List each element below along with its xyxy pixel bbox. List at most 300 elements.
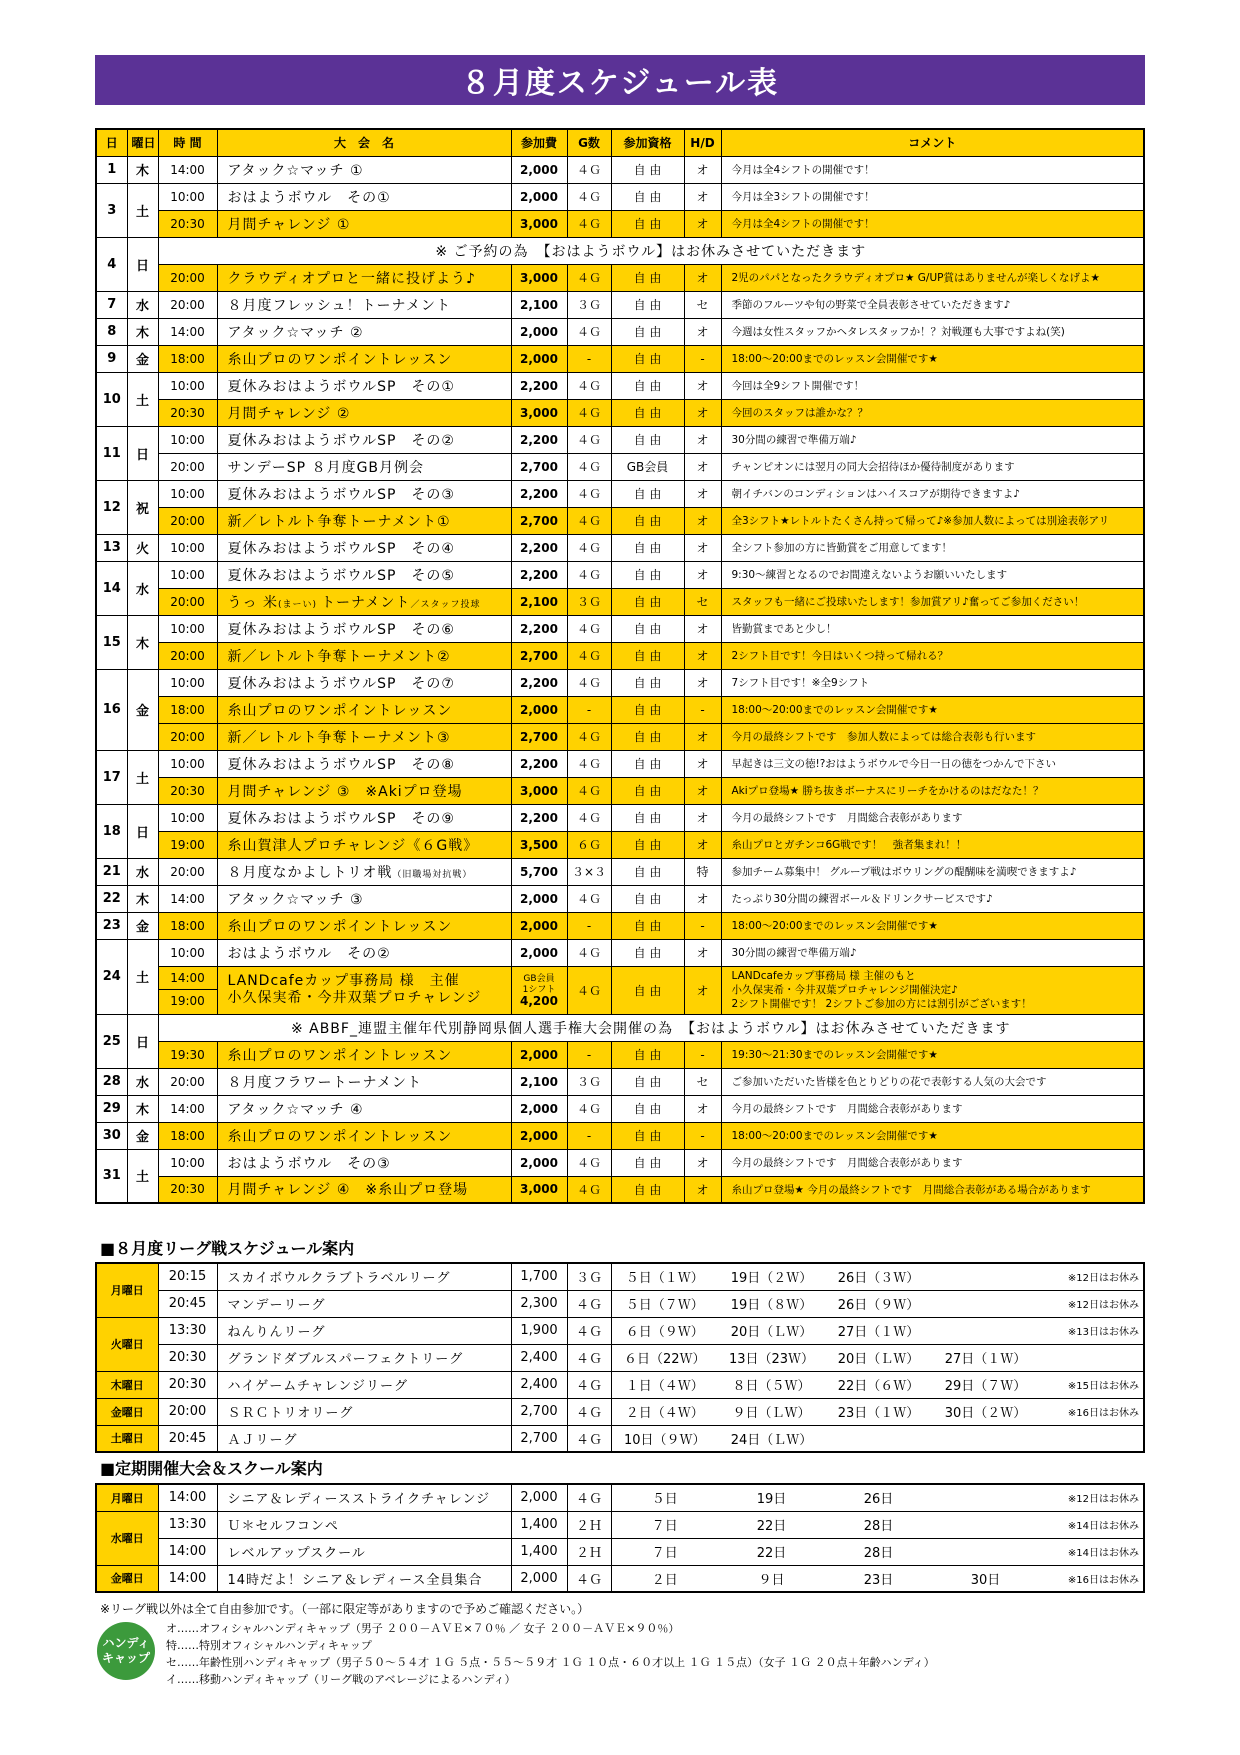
handicap-cell: オ: [684, 318, 721, 345]
schedule-row: [96, 858, 1144, 885]
handicap-cell: オ: [684, 804, 721, 831]
eligibility-cell: 自 由: [611, 426, 684, 453]
holiday-note: ※12日はお休み: [1039, 1263, 1144, 1290]
handicap-cell: -: [684, 912, 721, 939]
event-name: アタック☆マッチ ③: [227, 891, 364, 908]
comment-cell: 皆勤賞まであと少し！: [721, 615, 1144, 642]
time-cell: [158, 966, 217, 1014]
fee-cell: 3,000: [511, 777, 567, 804]
schedule-row: [96, 777, 1144, 804]
time-cell: 14:00: [158, 1565, 217, 1592]
date-cell: 10日（９Ｗ）: [611, 1425, 718, 1452]
event-name-cell: [217, 642, 511, 669]
event-name: 夏休みおはようボウルSP その④: [227, 540, 455, 557]
date-cell: 19日（２Ｗ）: [718, 1263, 825, 1290]
comment-cell: 早起きは三文の徳!?おはようボウルで今日一日の徳をつかんで下さい: [721, 750, 1144, 777]
comment-cell: 糸山プロ登場★ 今月の最終シフトです 月間総合表彰がある場合があります: [721, 1176, 1144, 1203]
comment-cell: 19:30～21:30までのレッスン会開催です★: [721, 1041, 1144, 1068]
header-games: G数: [567, 129, 611, 156]
handicap-cell: セ: [684, 291, 721, 318]
event-name: 夏休みおはようボウルSP その①: [227, 378, 455, 395]
date-cell: 26日: [825, 1484, 932, 1511]
comment-cell: 2児のパパとなったクラウディオプロ★ G/UP賞はありませんが楽しくなげよ★: [721, 264, 1144, 291]
date-cell: ７日: [611, 1511, 718, 1538]
eligibility-cell: 自 由: [611, 642, 684, 669]
comment-cell: 今月は全4シフトの開催です！: [721, 156, 1144, 183]
comment-cell: チャンピオンには翌月の同大会招待ほか優待制度があります: [721, 453, 1144, 480]
eligibility-cell: 自 由: [611, 264, 684, 291]
day-cell: 22: [96, 885, 127, 912]
games-cell: ４Ｇ: [567, 1425, 611, 1452]
handicap-cell: オ: [684, 210, 721, 237]
schedule-row: [96, 831, 1144, 858]
event-name-cell: [217, 966, 511, 1014]
event-name: 糸山プロのワンポイントレッスン: [227, 1047, 453, 1064]
comment-cell: 今月の最終シフトです 月間総合表彰があります: [721, 804, 1144, 831]
comment-line: LANDcafeカップ事務局 様 主催のもと: [731, 970, 916, 982]
weekday-cell: 水: [127, 1068, 158, 1095]
weekday-cell: 金: [127, 912, 158, 939]
day-cell: 15: [96, 615, 127, 669]
handicap-cell: オ: [684, 750, 721, 777]
holiday-note: [1039, 1344, 1144, 1371]
day-cell: 31: [96, 1149, 127, 1203]
schedule-row: [96, 399, 1144, 426]
event-name: 新／レトルト争奪トーナメント①: [227, 513, 451, 530]
handicap-cell: セ: [684, 1068, 721, 1095]
time-cell: 20:30: [158, 1176, 217, 1203]
date-cell: 19日: [718, 1484, 825, 1511]
date-cell: [932, 1484, 1039, 1511]
day-cell: 18: [96, 804, 127, 858]
comment-cell: 今月は全3シフトの開催です！: [721, 183, 1144, 210]
event-name: 糸山賀津人プロチャレンジ《６G戦》: [227, 837, 479, 854]
event-name-cell: [217, 210, 511, 237]
event-name-cell: シニア＆レディースストライクチャレンジ: [217, 1484, 511, 1511]
fee-cell: [511, 966, 567, 1014]
handicap-cell: オ: [684, 939, 721, 966]
eligibility-cell: 自 由: [611, 1041, 684, 1068]
eligibility-cell: 自 由: [611, 156, 684, 183]
event-name: 夏休みおはようボウルSP その⑦: [227, 675, 455, 692]
weekday-cell: 金: [127, 669, 158, 750]
handicap-cell: セ: [684, 588, 721, 615]
time-cell: 20:45: [158, 1425, 217, 1452]
games-cell: ４Ｇ: [567, 534, 611, 561]
fee-cell: 1,700: [511, 1263, 567, 1290]
event-name-cell: [217, 1176, 511, 1203]
date-cell: [932, 1290, 1039, 1317]
fee-cell: 2,700: [511, 1398, 567, 1425]
event-name: 月間チャレンジ ④ ※糸山プロ登場: [227, 1182, 469, 1199]
weekday-cell: 土: [127, 183, 158, 237]
schedule-row: [96, 939, 1144, 966]
day-cell: 23: [96, 912, 127, 939]
fee-cell: 2,200: [511, 480, 567, 507]
event-name-cell: [217, 534, 511, 561]
notice-cell: ※ ご予約の為 【おはようボウル】はお休みさせていただきます: [158, 237, 1144, 264]
event-name-cell: [217, 453, 511, 480]
eligibility-cell: GB会員: [611, 453, 684, 480]
weekday-group: 月曜日: [96, 1263, 158, 1317]
comment-cell: 18:00～20:00までのレッスン会開催です★: [721, 696, 1144, 723]
time-cell: 10:00: [158, 426, 217, 453]
time-cell: 20:30: [158, 399, 217, 426]
time-cell: 14:00: [158, 156, 217, 183]
schedule-row: [96, 723, 1144, 750]
event-name-cell: ハイゲームチャレンジリーグ: [217, 1371, 511, 1398]
event-name-cell: [217, 426, 511, 453]
weekday-group: 月曜日: [96, 1484, 158, 1511]
header-event: 大 会 名: [217, 129, 511, 156]
time-cell: 20:00: [158, 723, 217, 750]
date-cell: [932, 1425, 1039, 1452]
fee-cell: 2,000: [511, 912, 567, 939]
weekday-group: 水曜日: [96, 1511, 158, 1565]
school-row: [96, 1511, 1144, 1538]
comment-cell: スタッフも一緒にご投球いたします！参加賞アリ♪奮ってご参加ください！: [721, 588, 1144, 615]
time-cell: 20:00: [158, 453, 217, 480]
event-name: おはようボウル その②: [227, 945, 391, 962]
time-cell: 14:00: [158, 1484, 217, 1511]
games-cell: ３Ｇ: [567, 1263, 611, 1290]
time-cell: 13:30: [158, 1511, 217, 1538]
eligibility-cell: 自 由: [611, 750, 684, 777]
event-name-cell: [217, 804, 511, 831]
games-cell: ４Ｇ: [567, 372, 611, 399]
schedule-row: [96, 453, 1144, 480]
league-row: [96, 1344, 1144, 1371]
weekday-cell: 火: [127, 534, 158, 561]
schedule-table: [95, 128, 1145, 1204]
date-cell: 26日（３Ｗ）: [825, 1263, 932, 1290]
event-name-cell: [217, 1149, 511, 1176]
time-cell: 10:00: [158, 183, 217, 210]
handicap-cell: オ: [684, 777, 721, 804]
event-name-cell: [217, 939, 511, 966]
schedule-row: [96, 669, 1144, 696]
date-cell: 22日: [718, 1511, 825, 1538]
handicap-cell: オ: [684, 831, 721, 858]
eligibility-cell: 自 由: [611, 885, 684, 912]
schedule-row: [96, 1041, 1144, 1068]
time-cell: 20:00: [158, 1398, 217, 1425]
time-cell: 14:00: [158, 1538, 217, 1565]
holiday-note: ※16日はお休み: [1039, 1398, 1144, 1425]
fee-cell: 5,700: [511, 858, 567, 885]
date-cell: ５日（７Ｗ）: [611, 1290, 718, 1317]
eligibility-cell: 自 由: [611, 804, 684, 831]
handicap-cell: -: [684, 1122, 721, 1149]
date-cell: ６日（９Ｗ）: [611, 1317, 718, 1344]
footnote: ※リーグ戦以外は全て自由参加です。（一部に限定等がありますので予めご確認ください。）: [100, 1602, 590, 1616]
handicap-cell: 特: [684, 858, 721, 885]
handicap-cell: オ: [684, 183, 721, 210]
time-cell: 10:00: [158, 561, 217, 588]
comment-cell: 参加チーム募集中！ グループ戦はボウリングの醍醐味を満喫できますよ♪: [721, 858, 1144, 885]
eligibility-cell: 自 由: [611, 1068, 684, 1095]
eligibility-cell: 自 由: [611, 183, 684, 210]
eligibility-cell: 自 由: [611, 588, 684, 615]
comment-cell: 18:00～20:00までのレッスン会開催です★: [721, 1122, 1144, 1149]
date-cell: 13日（23Ｗ）: [718, 1344, 825, 1371]
fee-cell: 2,000: [511, 156, 567, 183]
games-cell: ４Ｇ: [567, 804, 611, 831]
games-cell: -: [567, 1041, 611, 1068]
schedule-row: [96, 480, 1144, 507]
time-cell: 20:30: [158, 777, 217, 804]
league-row: [96, 1398, 1144, 1425]
event-name: 小久保実希・今井双葉プロチャレンジ: [227, 990, 482, 1006]
handicap-cell: オ: [684, 399, 721, 426]
time-cell: 10:00: [158, 1149, 217, 1176]
event-name-cell: [217, 615, 511, 642]
event-name-note: （旧職場対抗戦）: [392, 869, 473, 880]
schedule-header-row: [96, 129, 1144, 156]
games-cell: ６Ｇ: [567, 831, 611, 858]
handicap-badge: ハンディ キャップ: [97, 1622, 155, 1680]
date-cell: 27日（１Ｗ）: [932, 1344, 1039, 1371]
eligibility-cell: 自 由: [611, 723, 684, 750]
day-cell: 12: [96, 480, 127, 534]
fee-cell: 2,000: [511, 885, 567, 912]
weekday-cell: 祝: [127, 480, 158, 534]
time-cell: 10:00: [158, 750, 217, 777]
date-cell: 20日（ＬＷ）: [718, 1317, 825, 1344]
event-name: サンデーSP ８月度GB月例会: [227, 459, 425, 476]
fee-cell: 2,000: [511, 1041, 567, 1068]
fee-cell: 1,400: [511, 1511, 567, 1538]
day-cell: 24: [96, 939, 127, 1014]
event-name-note: ／スタッフ投球: [410, 599, 481, 610]
fee-cell: 2,200: [511, 426, 567, 453]
time-cell: 20:00: [158, 1068, 217, 1095]
fee-cell: 2,000: [511, 939, 567, 966]
handicap-cell: -: [684, 345, 721, 372]
games-cell: ４Ｇ: [567, 1371, 611, 1398]
comment-cell: 今月の最終シフトです 月間総合表彰があります: [721, 1149, 1144, 1176]
comment-cell: 7シフト目です！※全9シフト: [721, 669, 1144, 696]
eligibility-cell: 自 由: [611, 831, 684, 858]
handicap-cell: オ: [684, 561, 721, 588]
event-name: 糸山プロのワンポイントレッスン: [227, 918, 453, 935]
day-cell: 28: [96, 1068, 127, 1095]
date-cell: 29日（７Ｗ）: [932, 1371, 1039, 1398]
games-cell: ４Ｇ: [567, 507, 611, 534]
event-name: 新／レトルト争奪トーナメント②: [227, 648, 451, 665]
day-cell: 29: [96, 1095, 127, 1122]
event-name-cell: [217, 1122, 511, 1149]
games-cell: ２Ｈ: [567, 1538, 611, 1565]
games-cell: ４Ｇ: [567, 561, 611, 588]
date-cell: ２日: [611, 1565, 718, 1592]
weekday-cell: 水: [127, 291, 158, 318]
fee-cell: 2,700: [511, 1425, 567, 1452]
page-title: ８月度スケジュール表: [95, 55, 1145, 105]
comment-cell: 今月は全4シフトの開催です！: [721, 210, 1144, 237]
schedule-row: [96, 210, 1144, 237]
games-cell: ４Ｇ: [567, 264, 611, 291]
weekday-cell: 木: [127, 615, 158, 669]
fee-cell: 1,900: [511, 1317, 567, 1344]
games-cell: -: [567, 345, 611, 372]
fee-cell: 2,100: [511, 588, 567, 615]
date-cell: ７日: [611, 1538, 718, 1565]
games-cell: ４Ｇ: [567, 210, 611, 237]
handicap-line: 特……特別オフィシャルハンディキャップ: [166, 1639, 372, 1652]
comment-cell: 朝イチバンのコンディションはハイスコアが期待できますよ♪: [721, 480, 1144, 507]
schedule-row: [96, 264, 1144, 291]
games-cell: ４Ｇ: [567, 1095, 611, 1122]
date-cell: 28日: [825, 1511, 932, 1538]
event-name: アタック☆マッチ ④: [227, 1101, 364, 1118]
time-cell: 20:15: [158, 1263, 217, 1290]
time-value: 19:00: [170, 994, 205, 1008]
header-day: 日: [96, 129, 127, 156]
handicap-cell: オ: [684, 534, 721, 561]
time-cell: 14:00: [158, 885, 217, 912]
league-row: [96, 1290, 1144, 1317]
time-cell: 20:30: [158, 1371, 217, 1398]
date-cell: 30日: [932, 1565, 1039, 1592]
weekday-cell: 木: [127, 885, 158, 912]
event-name-cell: [217, 399, 511, 426]
date-cell: 30日（２Ｗ）: [932, 1398, 1039, 1425]
handicap-cell: オ: [684, 156, 721, 183]
schedule-row: [96, 1095, 1144, 1122]
weekday-cell: 水: [127, 561, 158, 615]
handicap-cell: オ: [684, 372, 721, 399]
fee-cell: 2,200: [511, 561, 567, 588]
schedule-row: [96, 588, 1144, 615]
weekday-cell: 日: [127, 426, 158, 480]
date-cell: [825, 1425, 932, 1452]
eligibility-cell: 自 由: [611, 507, 684, 534]
comment-cell: 18:00～20:00までのレッスン会開催です★: [721, 345, 1144, 372]
school-row: [96, 1538, 1144, 1565]
fee-cell: 2,000: [511, 1484, 567, 1511]
event-name-cell: グランドダブルスパーフェクトリーグ: [217, 1344, 511, 1371]
games-cell: -: [567, 1122, 611, 1149]
eligibility-cell: 自 由: [611, 318, 684, 345]
weekday-cell: 日: [127, 1014, 158, 1068]
school-table: [95, 1483, 1145, 1593]
eligibility-cell: 自 由: [611, 372, 684, 399]
games-cell: ４Ｇ: [567, 1317, 611, 1344]
games-cell: ４Ｇ: [567, 1290, 611, 1317]
day-cell: 4: [96, 237, 127, 291]
eligibility-cell: 自 由: [611, 696, 684, 723]
fee-cell: 2,200: [511, 804, 567, 831]
fee-cell: 2,200: [511, 669, 567, 696]
event-name-cell: [217, 372, 511, 399]
notice-cell: ※ ABBF_連盟主催年代別静岡県個人選手権大会開催の為 【おはようボウル】はお休みさせていただきます: [158, 1014, 1144, 1041]
handicap-cell: オ: [684, 669, 721, 696]
games-cell: ４Ｇ: [567, 723, 611, 750]
event-name: 夏休みおはようボウルSP その⑤: [227, 567, 455, 584]
event-name-cell: [217, 318, 511, 345]
schedule-row: [96, 615, 1144, 642]
event-name-cell: [217, 480, 511, 507]
event-name: おはようボウル その①: [227, 189, 391, 206]
games-cell: ４Ｇ: [567, 615, 611, 642]
comment-cell: 糸山プロとガチンコ6G戦です！ 強者集まれ！！: [721, 831, 1144, 858]
event-name-cell: [217, 264, 511, 291]
time-cell: 10:00: [158, 804, 217, 831]
event-name-cell: [217, 1095, 511, 1122]
comment-cell: 今回のスタッフは誰かな？？: [721, 399, 1144, 426]
eligibility-cell: 自 由: [611, 291, 684, 318]
eligibility-cell: 自 由: [611, 1149, 684, 1176]
time-cell: 13:30: [158, 1317, 217, 1344]
weekday-cell: 日: [127, 237, 158, 291]
event-name-cell: [217, 750, 511, 777]
time-cell: 10:00: [158, 615, 217, 642]
event-name: 月間チャレンジ ①: [227, 216, 351, 233]
date-cell: 22日: [718, 1538, 825, 1565]
weekday-group: 火曜日: [96, 1317, 158, 1371]
event-name: ８月度フレッシュ！トーナメント: [227, 297, 451, 314]
day-cell: 7: [96, 291, 127, 318]
eligibility-cell: 自 由: [611, 912, 684, 939]
school-row: [96, 1565, 1144, 1592]
handicap-line: セ……年齢性別ハンディキャップ（男子５０～５４才 １Ｇ ５点・５５～５９才 １Ｇ １０点・６０才以上 １Ｇ １５点）（女子 １Ｇ ２０点＋年齢ハンディ）: [166, 1656, 935, 1669]
weekday-group: 金曜日: [96, 1398, 158, 1425]
games-cell: ３Ｇ: [567, 1068, 611, 1095]
time-cell: 18:00: [158, 345, 217, 372]
eligibility-cell: 自 由: [611, 669, 684, 696]
fee-cell: 2,700: [511, 453, 567, 480]
fee-cell: 2,000: [511, 696, 567, 723]
league-row: [96, 1371, 1144, 1398]
comment-cell: ご参加いただいた皆様を色とりどりの花で表彰する人気の大会です: [721, 1068, 1144, 1095]
time-cell: 20:45: [158, 1290, 217, 1317]
comment-cell: 今月の最終シフトです 参加人数によっては総合表彰も行います: [721, 723, 1144, 750]
event-name-cell: [217, 777, 511, 804]
comment-cell: 今週は女性スタッフかヘタレスタッフか！？対戦運も大事ですよね(笑): [721, 318, 1144, 345]
handicap-cell: オ: [684, 1176, 721, 1203]
weekday-cell: 水: [127, 858, 158, 885]
games-cell: ４Ｇ: [567, 642, 611, 669]
weekday-group: 木曜日: [96, 1371, 158, 1398]
league-table: [95, 1262, 1145, 1453]
fee-cell: 2,200: [511, 372, 567, 399]
time-cell: 20:00: [158, 858, 217, 885]
time-cell: 20:00: [158, 264, 217, 291]
event-name-cell: [217, 1041, 511, 1068]
day-cell: 14: [96, 561, 127, 615]
holiday-note: ※16日はお休み: [1039, 1565, 1144, 1592]
schedule-row: [96, 561, 1144, 588]
handicap-cell: オ: [684, 615, 721, 642]
day-cell: 10: [96, 372, 127, 426]
event-name-cell: ＳＲＣトリオリーグ: [217, 1398, 511, 1425]
event-name-cell: ねんりんリーグ: [217, 1317, 511, 1344]
comment-cell: 2シフト目です！今日はいくつ持って帰れる？: [721, 642, 1144, 669]
eligibility-cell: 自 由: [611, 777, 684, 804]
weekday-cell: 土: [127, 372, 158, 426]
fee-label: 1シフト: [522, 984, 556, 995]
handicap-cell: オ: [684, 723, 721, 750]
school-section-title: ■定期開催大会＆スクール案内: [100, 1459, 323, 1478]
eligibility-cell: 自 由: [611, 399, 684, 426]
weekday-cell: 木: [127, 1095, 158, 1122]
time-cell: 10:00: [158, 939, 217, 966]
games-cell: ２Ｈ: [567, 1511, 611, 1538]
games-cell: ４Ｇ: [567, 1344, 611, 1371]
holiday-note: ※15日はお休み: [1039, 1371, 1144, 1398]
date-cell: 24日（ＬＷ）: [718, 1425, 825, 1452]
